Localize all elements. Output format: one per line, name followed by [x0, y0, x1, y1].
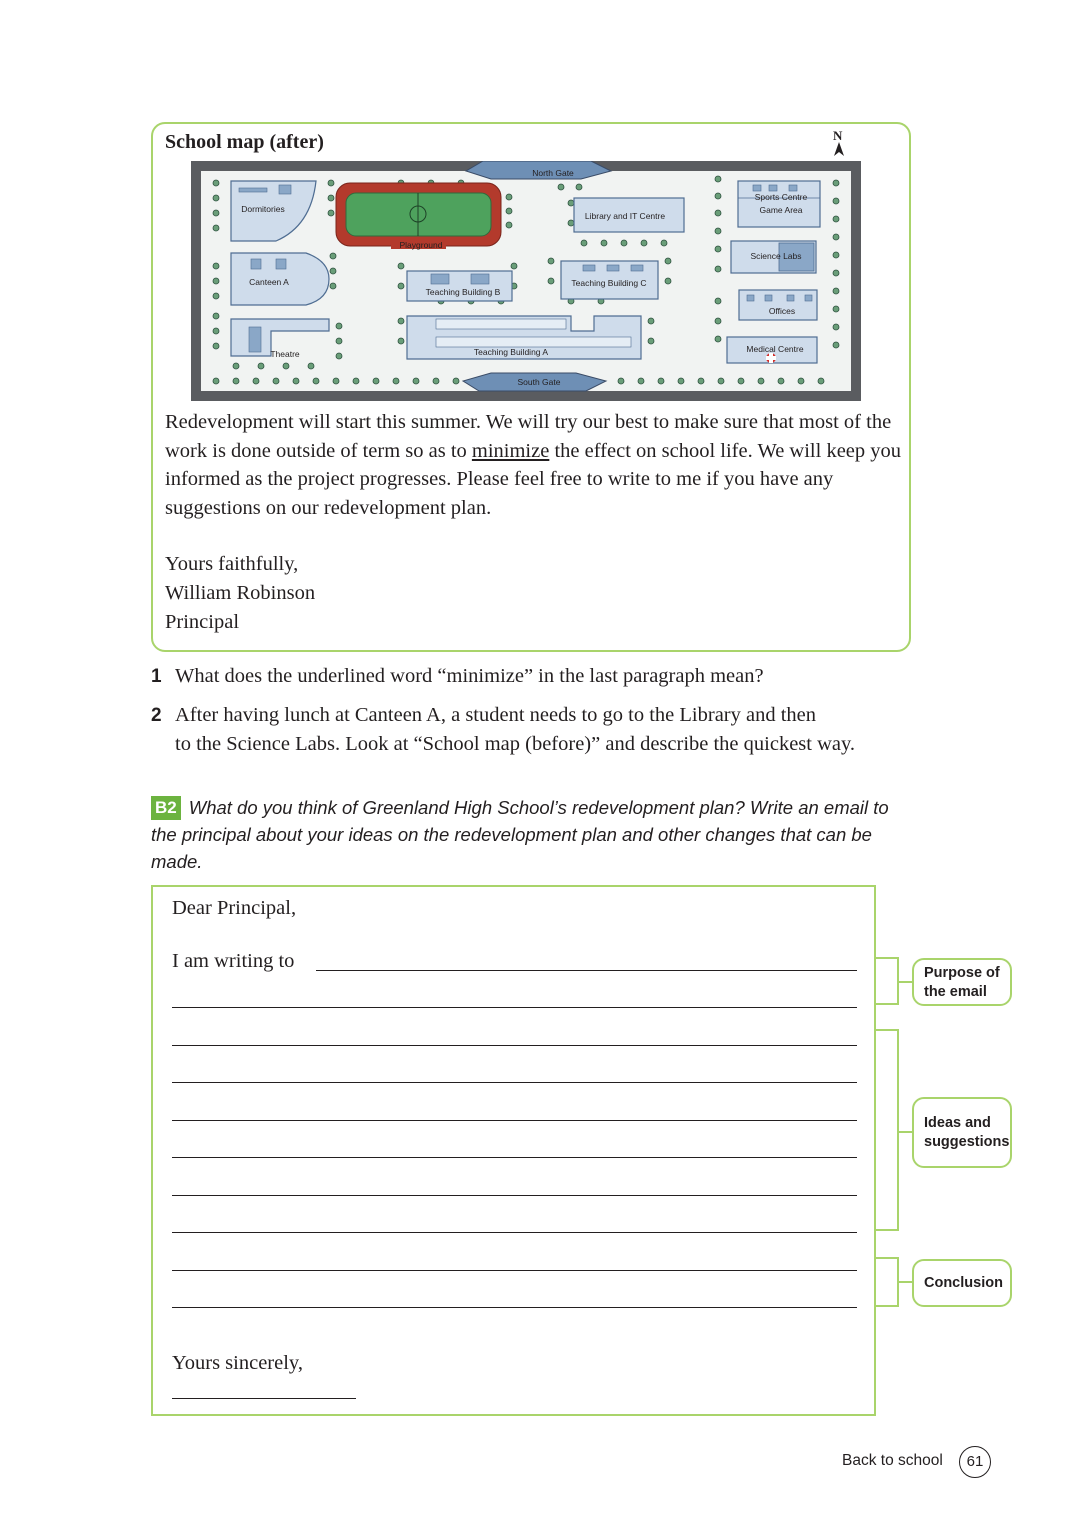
letter-signer-title: Principal	[165, 610, 240, 633]
question-2	[151, 701, 931, 759]
answer-line[interactable]	[172, 1232, 857, 1233]
answer-line[interactable]	[316, 970, 857, 971]
letter-body	[165, 408, 905, 636]
map-title: School map (after)	[165, 131, 324, 153]
map-label-teaching-c: Teaching Building C	[571, 278, 647, 288]
letter-signoff	[165, 550, 905, 636]
answer-line[interactable]	[172, 1045, 857, 1046]
question-1	[151, 662, 931, 691]
map-label-canteen-a: Canteen A	[249, 277, 289, 287]
email-greeting: Dear Principal,	[172, 897, 297, 919]
north-arrow-icon: N	[831, 128, 847, 158]
map-label-north-gate: North Gate	[532, 168, 574, 178]
question-text-line-2: to the Science Labs. Look at “School map (before)” and describe the quickest way.	[175, 733, 856, 755]
letter-closing: Yours faithfully,	[165, 553, 299, 576]
map-label-south-gate: South Gate	[517, 377, 561, 387]
task-text: What do you think of Greenland High School’s redevelopment plan? Write an email to the principal about your ideas on the redevelopment plan and other changes that can be made.	[151, 797, 889, 872]
question-text: What does the underlined word “minimize” in the last paragraph mean?	[175, 665, 764, 687]
map-label-playground: Playground	[399, 240, 443, 250]
question-text-line-1: After having lunch at Canteen A, a student needs to go to the Library and then	[175, 704, 817, 726]
task-badge: B2	[151, 796, 181, 820]
label-conclusion: Conclusion	[912, 1259, 1012, 1307]
page-number: 61	[959, 1446, 991, 1478]
question-number: 1	[151, 666, 162, 687]
map-label-dormitories: Dormitories	[241, 204, 285, 214]
task-prompt	[151, 794, 911, 875]
letter-box	[151, 122, 911, 652]
answer-line[interactable]	[172, 1307, 857, 1308]
answer-line[interactable]	[172, 1120, 857, 1121]
writing-box	[151, 885, 876, 1416]
map-label-medical-centre: Medical Centre	[746, 344, 804, 354]
map-label-theatre: Theatre	[270, 349, 300, 359]
answer-line[interactable]	[172, 1195, 857, 1196]
footer-section-title: Back to school	[842, 1452, 943, 1469]
signature-line[interactable]	[172, 1398, 356, 1399]
map-label-science-labs: Science Labs	[750, 251, 802, 261]
email-closing: Yours sincerely,	[172, 1352, 303, 1374]
map-label-teaching-a: Teaching Building A	[473, 347, 549, 357]
answer-line[interactable]	[172, 1270, 857, 1271]
letter-signer-name: William Robinson	[165, 581, 316, 604]
question-number: 2	[151, 705, 162, 726]
map-label-library: Library and IT Centre	[584, 211, 666, 221]
answer-line[interactable]	[172, 1082, 857, 1083]
map-label-game-area: Game Area	[759, 205, 803, 215]
school-map	[191, 161, 861, 401]
answer-line[interactable]	[172, 1157, 857, 1158]
email-start: I am writing to	[172, 950, 295, 972]
map-label-teaching-b: Teaching Building B	[425, 287, 501, 297]
map-label-offices: Offices	[768, 306, 796, 316]
map-label-sports-centre: Sports Centre	[754, 192, 808, 202]
label-purpose: Purpose of the email	[912, 958, 1012, 1006]
label-ideas: Ideas and suggestions	[912, 1097, 1012, 1168]
answer-line[interactable]	[172, 1007, 857, 1008]
underlined-word: minimize	[471, 439, 550, 462]
letter-paragraph: Redevelopment will start this summer. We will try our best to make sure that most of the work is done outside of term so as to minimize the effect on school life. We will keep you informed as the project progresses. Please feel free to write to me if you have any suggestions on our redevelopment plan.	[165, 411, 902, 519]
